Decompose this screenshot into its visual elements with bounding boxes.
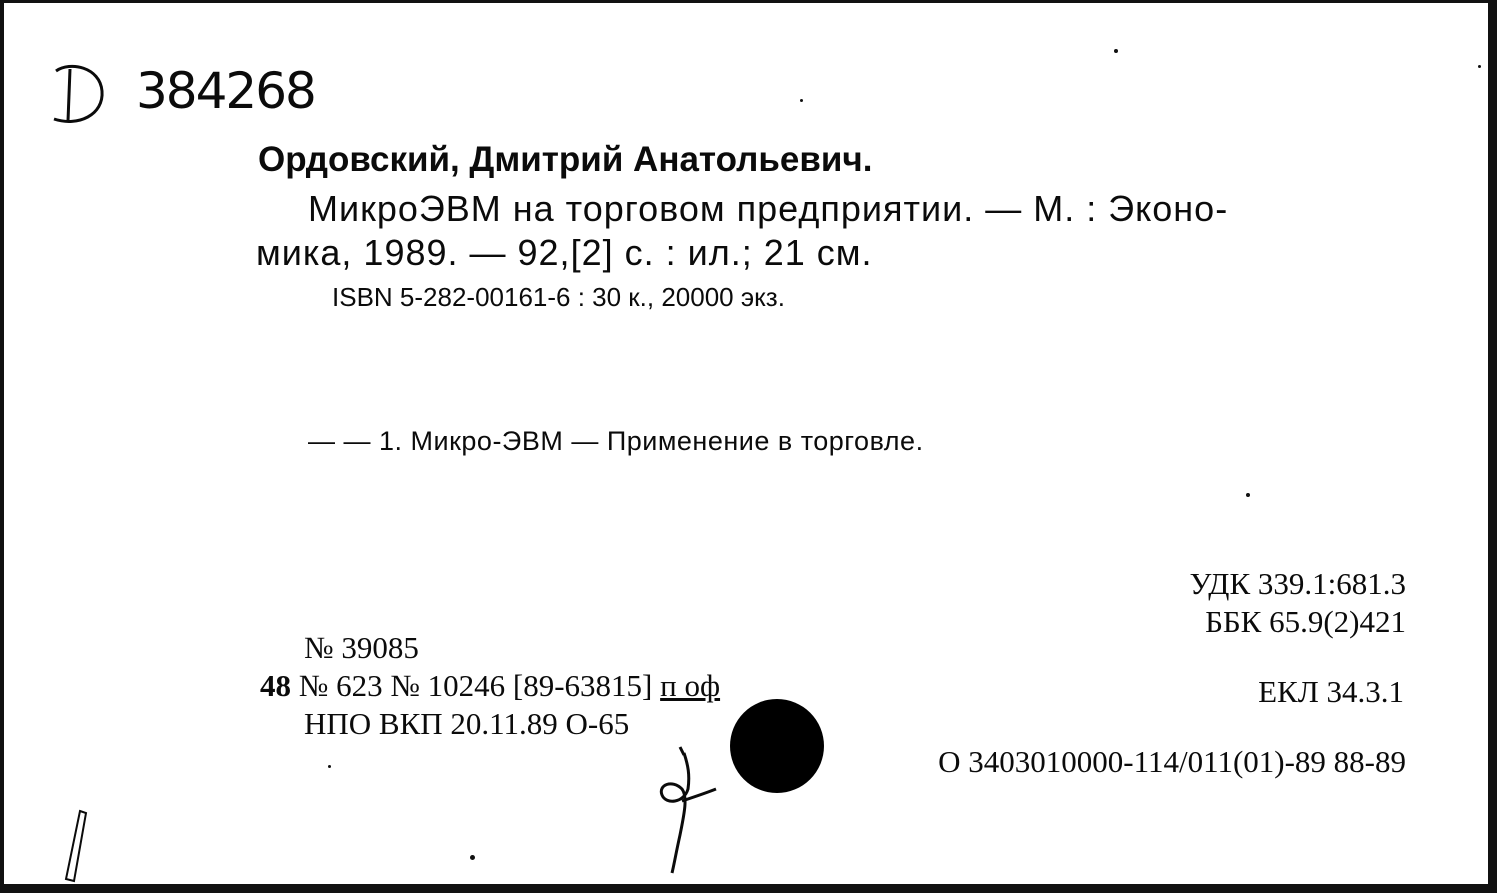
title-line-1: МикроЭВМ на торговом предприятии. — М. : Эконо- <box>308 188 1229 229</box>
ink-speck <box>1478 65 1481 68</box>
ink-speck <box>1114 49 1118 53</box>
call-letter-d-mark <box>48 57 108 129</box>
pencil-slash-mark <box>62 809 90 883</box>
classification-code: О 3403010000-114/011(01)-89 88-89 <box>938 744 1406 779</box>
ink-speck <box>328 765 331 768</box>
print-order-line <box>260 667 720 705</box>
publisher-line: НПО ВКП 20.11.89 О-65 <box>304 706 630 741</box>
handwritten-mark <box>644 745 724 877</box>
title-line-2: мика, 1989. — 92,[2] с. : ил.; 21 см. <box>256 232 873 273</box>
ekl-code: ЕКЛ 34.3.1 <box>1258 674 1404 709</box>
punch-hole <box>730 699 824 793</box>
ink-speck <box>1246 493 1250 497</box>
ink-speck <box>800 99 803 102</box>
ink-speck <box>470 855 475 860</box>
card-number: № 39085 <box>304 630 419 665</box>
call-number: 384268 <box>136 62 315 120</box>
print-prefix: 48 <box>260 668 291 703</box>
isbn-line: ISBN 5-282-00161-6 : 30 к., 20000 экз. <box>332 282 785 312</box>
print-suffix: п оф <box>660 668 721 703</box>
subject-heading: — — 1. Микро-ЭВМ — Применение в торговле. <box>308 426 924 456</box>
print-order-numbers: № 623 № 10246 [89-63815] <box>291 668 661 703</box>
bbk-code: ББК 65.9(2)421 <box>1205 604 1406 639</box>
author-heading: Ордовский, Дмитрий Анатольевич. <box>258 140 873 179</box>
udk-code: УДК 339.1:681.3 <box>1189 566 1406 601</box>
